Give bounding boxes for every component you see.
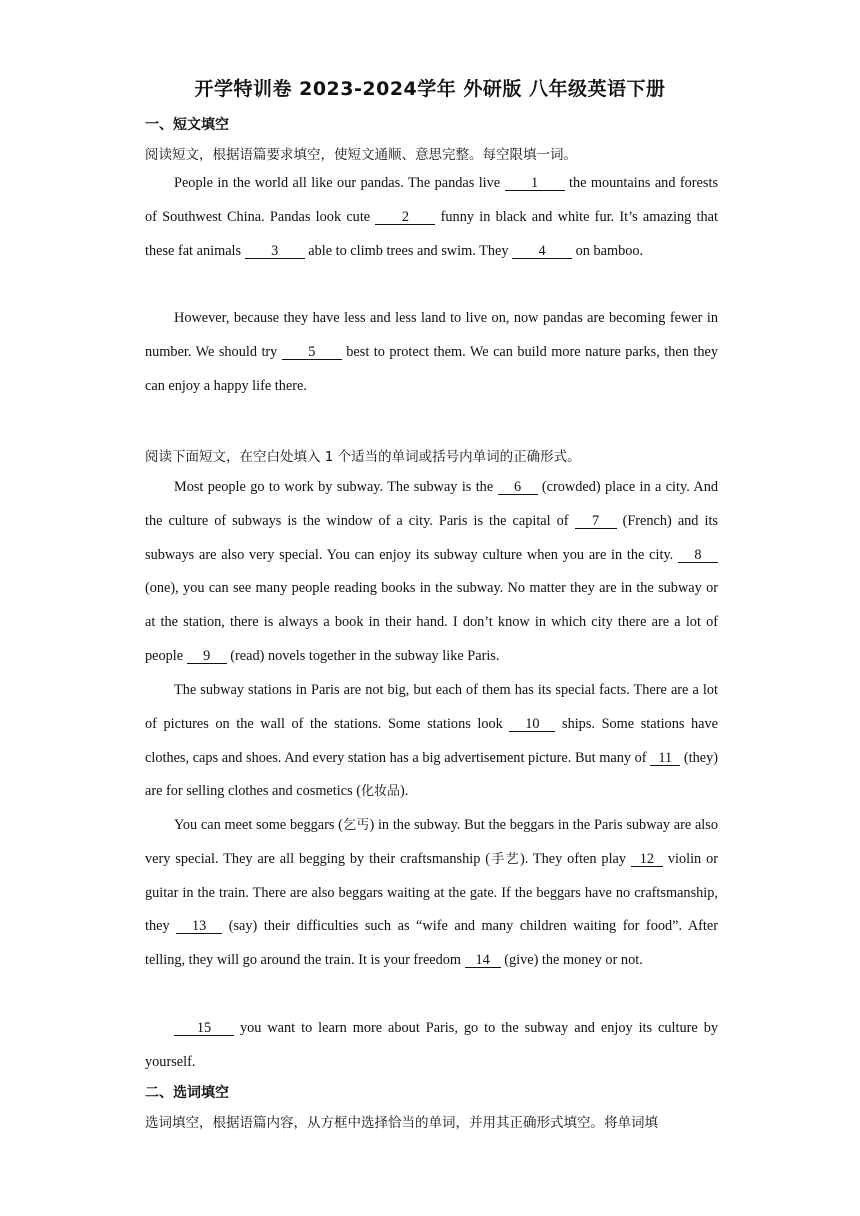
blank-13[interactable]: 13 <box>176 919 222 934</box>
passage-two-paragraph-1: Most people go to work by subway. The subway is the 6 (crowded) place in a city. And the culture of subways is the window of a city. Paris is the capital of 7 (French) and its subways are also very special. You can enjoy its subway culture when you are in the city. 8 (one), you can see many people reading books in the subway. No matter they are in the subway or at the station, there is always a book in their hand. I don’t know in which city there are a lot of people 9 (read) novels together in the subway like Paris. <box>145 479 718 664</box>
blank-7[interactable]: 7 <box>575 514 617 529</box>
blank-1[interactable]: 1 <box>505 176 565 191</box>
passage-one-paragraph-1: People in the world all like our pandas. The pandas live 1 the mountains and forests of Southwest China. Pandas look cute 2 funny in black and white fur. It’s amazing that these fat animals 3 able to climb trees and swim. They 4 on bamboo. <box>145 175 719 259</box>
blank-14[interactable]: 14 <box>465 953 501 968</box>
passage-two-paragraph-2: The subway stations in Paris are not big, but each of them has its special facts. There are a lot of pictures on the wall of the stations. Some stations look 10 ships. Some stations have clothes, caps and shoes. And every station has a big advertisement picture. But many of 11 (they) are for selling clothes and cosmetics (化妆品). <box>145 682 718 800</box>
section-one-instruction: 阅读短文，根据语篇要求填空，使短文通顺、意思完整。每空限填一词。 <box>145 147 577 163</box>
blank-6[interactable]: 6 <box>498 480 538 495</box>
blank-11[interactable]: 11 <box>650 751 680 766</box>
passage-one-paragraph-2: However, because they have less and less land to live on, now pandas are becoming fewer in number. We should try 5 best to protect them. We can build more nature parks, then they can enjoy a happy life there. <box>145 310 718 394</box>
passage-two-instruction: 阅读下面短文，在空白处填入 1 个适当的单词或括号内单词的正确形式。 <box>145 449 581 465</box>
section-two-instruction: 选词填空，根据语篇内容，从方框中选择恰当的单词，并用其正确形式填空。将单词填 <box>145 1115 658 1131</box>
blank-4[interactable]: 4 <box>512 244 572 259</box>
section-two-heading: 二、选词填空 <box>145 1085 229 1101</box>
blank-3[interactable]: 3 <box>245 244 305 259</box>
blank-10[interactable]: 10 <box>509 717 555 732</box>
page-title: 开学特训卷 2023-2024学年 外研版 八年级英语下册 <box>194 78 666 100</box>
blank-9[interactable]: 9 <box>187 649 227 664</box>
section-one-heading: 一、短文填空 <box>145 117 229 133</box>
blank-5[interactable]: 5 <box>282 345 342 360</box>
blank-2[interactable]: 2 <box>375 210 435 225</box>
passage-two-paragraph-3: You can meet some beggars (乞丐) in the subway. But the beggars in the Paris subway are also very special. They are all begging by their craftsmanship (手艺). They often play 12 violin or guitar in the train. There are also beggars waiting at the gate. If the beggars have no craftsmanship, they 13 (say) their difficulties such as “wife and many children waiting for food”. After telling, they will go around the train. It is your freedom 14 (give) the money or not. <box>145 817 718 969</box>
blank-12[interactable]: 12 <box>631 852 663 867</box>
blank-8[interactable]: 8 <box>678 548 718 563</box>
blank-15[interactable]: 15 <box>174 1021 234 1036</box>
passage-two-paragraph-4: 15 you want to learn more about Paris, go to the subway and enjoy its culture by yourself. <box>145 1020 718 1070</box>
